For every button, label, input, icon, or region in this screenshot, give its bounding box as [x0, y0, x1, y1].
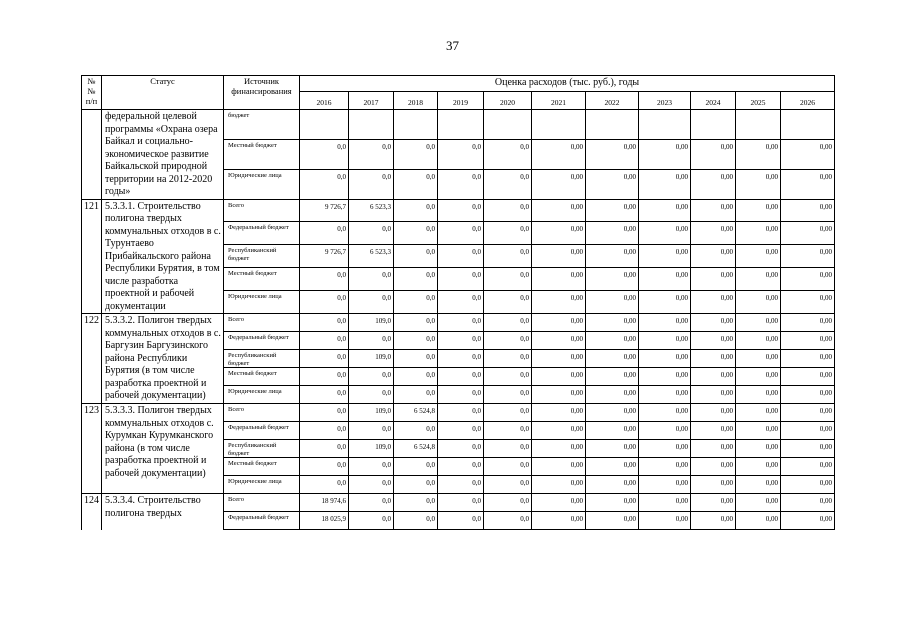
value-cell: 0,00	[736, 404, 781, 422]
value-cell: 0,0	[349, 291, 394, 314]
value-cell: 0,00	[781, 494, 835, 512]
value-cell: 0,00	[586, 199, 639, 222]
value-cell: 0,0	[300, 422, 349, 440]
value-cell: 0,00	[586, 476, 639, 494]
row-number: 122	[82, 314, 102, 404]
value-cell: 0,00	[586, 268, 639, 291]
value-cell: 0,00	[639, 458, 691, 476]
table-row	[82, 404, 835, 422]
value-cell: 0,0	[394, 268, 438, 291]
value-cell: 0,0	[300, 458, 349, 476]
row-number	[82, 110, 102, 200]
value-cell: 0,00	[639, 368, 691, 386]
value-cell: 6 524,8	[394, 440, 438, 458]
value-cell: 0,0	[484, 458, 532, 476]
value-cell: 0,0	[349, 368, 394, 386]
value-cell: 0,0	[438, 332, 484, 350]
value-cell: 0,00	[532, 458, 586, 476]
value-cell: 0,00	[781, 386, 835, 404]
header-estimate: Оценка расходов (тыс. руб.), годы	[300, 76, 835, 92]
value-cell: 0,00	[532, 386, 586, 404]
value-cell: 0,00	[736, 332, 781, 350]
value-cell: 0,00	[781, 512, 835, 530]
value-cell: 0,00	[691, 222, 736, 245]
value-cell	[394, 110, 438, 140]
value-cell: 0,00	[586, 350, 639, 368]
year-header: 2023	[639, 92, 691, 110]
value-cell: 0,00	[781, 222, 835, 245]
value-cell: 0,00	[532, 440, 586, 458]
value-cell: 0,00	[736, 386, 781, 404]
value-cell: 0,0	[438, 458, 484, 476]
value-cell: 0,0	[394, 494, 438, 512]
value-cell: 0,00	[736, 268, 781, 291]
value-cell: 0,00	[781, 314, 835, 332]
table-row	[82, 494, 835, 512]
value-cell: 0,0	[484, 512, 532, 530]
value-cell: 0,0	[438, 512, 484, 530]
source-cell: Всего	[224, 199, 300, 222]
value-cell: 6 523,3	[349, 245, 394, 268]
value-cell: 0,00	[639, 268, 691, 291]
value-cell: 0,0	[484, 222, 532, 245]
value-cell: 0,00	[736, 314, 781, 332]
source-cell: Местный бюджет	[224, 268, 300, 291]
value-cell: 0,00	[532, 139, 586, 169]
value-cell: 0,0	[484, 199, 532, 222]
value-cell: 0,00	[532, 245, 586, 268]
expenses-table	[81, 75, 835, 530]
value-cell: 0,0	[484, 350, 532, 368]
value-cell: 0,00	[586, 222, 639, 245]
value-cell: 0,0	[300, 386, 349, 404]
value-cell: 0,00	[781, 139, 835, 169]
value-cell: 0,00	[586, 245, 639, 268]
value-cell: 0,0	[438, 440, 484, 458]
value-cell: 0,0	[484, 422, 532, 440]
value-cell: 0,0	[394, 512, 438, 530]
value-cell: 0,0	[484, 268, 532, 291]
value-cell: 0,00	[639, 404, 691, 422]
value-cell: 0,0	[484, 386, 532, 404]
value-cell: 0,0	[349, 512, 394, 530]
value-cell: 0,00	[639, 386, 691, 404]
value-cell: 0,00	[586, 332, 639, 350]
value-cell: 0,0	[300, 476, 349, 494]
value-cell: 0,00	[639, 139, 691, 169]
source-cell: Республиканский бюджет	[224, 350, 300, 368]
source-cell: Федеральный бюджет	[224, 332, 300, 350]
value-cell: 0,0	[394, 169, 438, 199]
source-cell: Юридические лица	[224, 291, 300, 314]
value-cell: 0,00	[781, 422, 835, 440]
value-cell: 0,00	[691, 199, 736, 222]
value-cell: 0,00	[586, 368, 639, 386]
value-cell: 0,0	[394, 245, 438, 268]
value-cell: 0,0	[484, 404, 532, 422]
header-source: Источник финансирования	[224, 76, 300, 110]
value-cell: 109,0	[349, 440, 394, 458]
value-cell: 0,00	[781, 350, 835, 368]
year-header: 2021	[532, 92, 586, 110]
status-cell: 5.3.3.4. Строительство полигона твердых	[102, 494, 224, 530]
header-status: Статус	[102, 76, 224, 110]
value-cell: 0,00	[736, 169, 781, 199]
value-cell: 0,00	[691, 404, 736, 422]
value-cell: 0,0	[300, 268, 349, 291]
value-cell: 0,00	[586, 386, 639, 404]
value-cell	[484, 110, 532, 140]
value-cell: 0,0	[438, 291, 484, 314]
value-cell: 0,0	[438, 422, 484, 440]
value-cell: 0,00	[781, 440, 835, 458]
value-cell: 0,00	[736, 494, 781, 512]
value-cell: 0,00	[691, 440, 736, 458]
value-cell: 0,0	[394, 291, 438, 314]
value-cell: 0,0	[484, 169, 532, 199]
value-cell	[736, 110, 781, 140]
value-cell: 0,0	[300, 332, 349, 350]
value-cell: 0,00	[532, 494, 586, 512]
value-cell	[438, 110, 484, 140]
value-cell: 0,00	[532, 314, 586, 332]
value-cell: 18 974,6	[300, 494, 349, 512]
value-cell: 0,00	[691, 139, 736, 169]
value-cell: 0,00	[691, 291, 736, 314]
value-cell: 0,00	[781, 404, 835, 422]
value-cell: 6 524,8	[394, 404, 438, 422]
value-cell: 0,0	[349, 268, 394, 291]
year-header: 2020	[484, 92, 532, 110]
source-cell: Местный бюджет	[224, 368, 300, 386]
value-cell: 0,0	[438, 368, 484, 386]
source-cell: Федеральный бюджет	[224, 422, 300, 440]
value-cell: 0,00	[586, 314, 639, 332]
value-cell: 0,00	[781, 268, 835, 291]
value-cell: 0,00	[736, 199, 781, 222]
value-cell: 9 726,7	[300, 199, 349, 222]
value-cell: 0,00	[586, 440, 639, 458]
value-cell: 0,0	[394, 314, 438, 332]
value-cell: 0,0	[394, 386, 438, 404]
value-cell: 0,00	[639, 222, 691, 245]
value-cell	[300, 110, 349, 140]
value-cell: 0,00	[532, 169, 586, 199]
value-cell: 0,00	[586, 494, 639, 512]
value-cell: 0,00	[532, 512, 586, 530]
source-cell: Юридические лица	[224, 476, 300, 494]
source-cell: Всего	[224, 494, 300, 512]
value-cell: 0,0	[300, 350, 349, 368]
value-cell: 0,00	[781, 291, 835, 314]
value-cell: 0,00	[736, 422, 781, 440]
value-cell: 0,00	[586, 291, 639, 314]
value-cell: 0,0	[438, 404, 484, 422]
value-cell: 0,0	[438, 476, 484, 494]
value-cell: 0,0	[349, 476, 394, 494]
value-cell: 0,00	[736, 350, 781, 368]
value-cell: 0,0	[438, 350, 484, 368]
value-cell: 0,00	[586, 139, 639, 169]
value-cell: 0,00	[691, 268, 736, 291]
value-cell: 18 025,9	[300, 512, 349, 530]
value-cell: 0,0	[438, 199, 484, 222]
value-cell: 0,00	[736, 245, 781, 268]
value-cell: 0,00	[639, 199, 691, 222]
value-cell: 0,00	[532, 291, 586, 314]
year-header: 2017	[349, 92, 394, 110]
value-cell: 0,00	[639, 422, 691, 440]
value-cell: 0,0	[394, 458, 438, 476]
value-cell: 0,0	[484, 440, 532, 458]
value-cell: 0,00	[532, 368, 586, 386]
value-cell: 0,00	[736, 440, 781, 458]
value-cell: 0,0	[349, 494, 394, 512]
value-cell: 0,0	[349, 139, 394, 169]
value-cell: 0,0	[484, 494, 532, 512]
value-cell: 0,00	[639, 512, 691, 530]
value-cell: 0,0	[394, 422, 438, 440]
value-cell: 0,00	[532, 350, 586, 368]
value-cell: 0,00	[691, 332, 736, 350]
value-cell: 0,00	[639, 169, 691, 199]
value-cell: 0,00	[691, 386, 736, 404]
value-cell: 0,00	[691, 350, 736, 368]
value-cell: 0,0	[438, 222, 484, 245]
value-cell: 0,00	[691, 476, 736, 494]
value-cell: 0,0	[349, 386, 394, 404]
value-cell: 0,00	[639, 245, 691, 268]
value-cell: 0,00	[691, 494, 736, 512]
value-cell: 0,0	[300, 222, 349, 245]
value-cell: 0,00	[586, 422, 639, 440]
value-cell: 0,00	[781, 476, 835, 494]
source-cell: Местный бюджет	[224, 139, 300, 169]
year-header: 2024	[691, 92, 736, 110]
value-cell: 0,0	[394, 139, 438, 169]
value-cell: 0,00	[781, 368, 835, 386]
value-cell: 0,00	[532, 332, 586, 350]
source-cell: Всего	[224, 404, 300, 422]
value-cell: 0,00	[532, 476, 586, 494]
value-cell: 0,0	[438, 245, 484, 268]
value-cell: 0,0	[484, 368, 532, 386]
source-cell: Республиканский бюджет	[224, 440, 300, 458]
year-header: 2016	[300, 92, 349, 110]
value-cell: 0,00	[691, 245, 736, 268]
value-cell: 0,00	[639, 332, 691, 350]
value-cell	[532, 110, 586, 140]
value-cell: 109,0	[349, 314, 394, 332]
source-cell: бюджет	[224, 110, 300, 140]
value-cell: 0,0	[300, 440, 349, 458]
value-cell: 0,0	[300, 404, 349, 422]
row-number: 124	[82, 494, 102, 530]
value-cell: 0,00	[586, 404, 639, 422]
status-cell: 5.3.3.1. Строительство полигона твердых коммунальных отходов в с. Турунтаево Прибайкальского района Республики Бурятия, в том числе разработка проектной и рабочей документации	[102, 199, 224, 314]
value-cell: 0,0	[300, 139, 349, 169]
value-cell: 0,0	[349, 458, 394, 476]
source-cell: Федеральный бюджет	[224, 222, 300, 245]
value-cell: 0,0	[349, 222, 394, 245]
year-header: 2019	[438, 92, 484, 110]
value-cell: 0,00	[639, 291, 691, 314]
value-cell: 0,0	[484, 245, 532, 268]
value-cell: 0,0	[300, 291, 349, 314]
value-cell: 0,0	[349, 169, 394, 199]
status-cell: федеральной целевой программы «Охрана озера Байкал и социально-экономическое развитие Байкальской природной территории на 2012-2020 годы»	[102, 110, 224, 200]
table-row	[82, 110, 835, 140]
value-cell: 0,0	[438, 314, 484, 332]
value-cell: 0,00	[736, 476, 781, 494]
value-cell: 0,00	[639, 476, 691, 494]
value-cell: 6 523,3	[349, 199, 394, 222]
value-cell: 0,00	[691, 314, 736, 332]
value-cell: 0,00	[736, 458, 781, 476]
value-cell: 0,00	[639, 350, 691, 368]
row-number: 123	[82, 404, 102, 494]
value-cell: 0,00	[586, 458, 639, 476]
source-cell: Юридические лица	[224, 169, 300, 199]
value-cell: 0,00	[736, 368, 781, 386]
value-cell: 0,00	[639, 314, 691, 332]
row-number: 121	[82, 199, 102, 314]
value-cell: 0,0	[300, 169, 349, 199]
value-cell: 0,0	[438, 139, 484, 169]
source-cell: Местный бюджет	[224, 458, 300, 476]
value-cell: 0,00	[691, 169, 736, 199]
year-header: 2018	[394, 92, 438, 110]
value-cell: 0,0	[484, 332, 532, 350]
value-cell: 0,00	[736, 291, 781, 314]
value-cell: 0,0	[394, 476, 438, 494]
value-cell: 9 726,7	[300, 245, 349, 268]
value-cell: 0,00	[781, 199, 835, 222]
value-cell: 0,00	[639, 494, 691, 512]
table-row	[82, 314, 835, 332]
table-row	[82, 199, 835, 222]
value-cell: 0,00	[532, 199, 586, 222]
value-cell: 0,0	[394, 199, 438, 222]
value-cell: 0,00	[691, 458, 736, 476]
value-cell: 0,00	[532, 222, 586, 245]
value-cell: 0,00	[586, 512, 639, 530]
source-cell: Республиканский бюджет	[224, 245, 300, 268]
status-cell: 5.3.3.2. Полигон твердых коммунальных отходов в с. Баргузин Баргузинского района Республики Бурятия (в том числе разработка проектной и рабочей документации)	[102, 314, 224, 404]
value-cell	[781, 110, 835, 140]
value-cell: 0,0	[438, 386, 484, 404]
value-cell: 0,0	[394, 222, 438, 245]
value-cell: 0,0	[394, 350, 438, 368]
value-cell	[639, 110, 691, 140]
value-cell: 0,0	[300, 314, 349, 332]
value-cell: 0,00	[781, 245, 835, 268]
value-cell: 109,0	[349, 404, 394, 422]
header-num: № № п/п	[82, 76, 102, 110]
value-cell: 0,00	[639, 440, 691, 458]
status-cell: 5.3.3.3. Полигон твердых коммунальных отходов с. Курумкан Курумканского района (в том числе разработка проектной и рабочей документации)	[102, 404, 224, 494]
value-cell: 0,0	[438, 268, 484, 291]
year-header: 2025	[736, 92, 781, 110]
source-cell: Юридические лица	[224, 386, 300, 404]
page-number: 37	[446, 38, 459, 53]
value-cell: 0,00	[532, 268, 586, 291]
value-cell: 0,0	[484, 314, 532, 332]
value-cell: 0,00	[532, 404, 586, 422]
value-cell: 0,00	[781, 332, 835, 350]
value-cell: 0,0	[484, 476, 532, 494]
value-cell: 0,00	[736, 512, 781, 530]
value-cell: 0,00	[781, 169, 835, 199]
value-cell: 0,0	[394, 332, 438, 350]
value-cell: 0,0	[349, 422, 394, 440]
value-cell: 0,0	[484, 291, 532, 314]
value-cell: 0,0	[349, 332, 394, 350]
value-cell: 0,00	[736, 139, 781, 169]
value-cell: 0,0	[394, 368, 438, 386]
value-cell: 0,00	[586, 169, 639, 199]
value-cell: 0,00	[691, 368, 736, 386]
value-cell: 0,00	[691, 512, 736, 530]
value-cell: 0,0	[438, 169, 484, 199]
value-cell: 0,00	[781, 458, 835, 476]
value-cell: 0,00	[736, 222, 781, 245]
value-cell: 0,00	[691, 422, 736, 440]
value-cell: 0,00	[532, 422, 586, 440]
source-cell: Всего	[224, 314, 300, 332]
year-header: 2026	[781, 92, 835, 110]
value-cell: 0,0	[438, 494, 484, 512]
value-cell: 0,0	[300, 368, 349, 386]
value-cell: 0,0	[484, 139, 532, 169]
value-cell	[691, 110, 736, 140]
value-cell	[349, 110, 394, 140]
year-header: 2022	[586, 92, 639, 110]
source-cell: Федеральный бюджет	[224, 512, 300, 530]
value-cell: 109,0	[349, 350, 394, 368]
value-cell	[586, 110, 639, 140]
